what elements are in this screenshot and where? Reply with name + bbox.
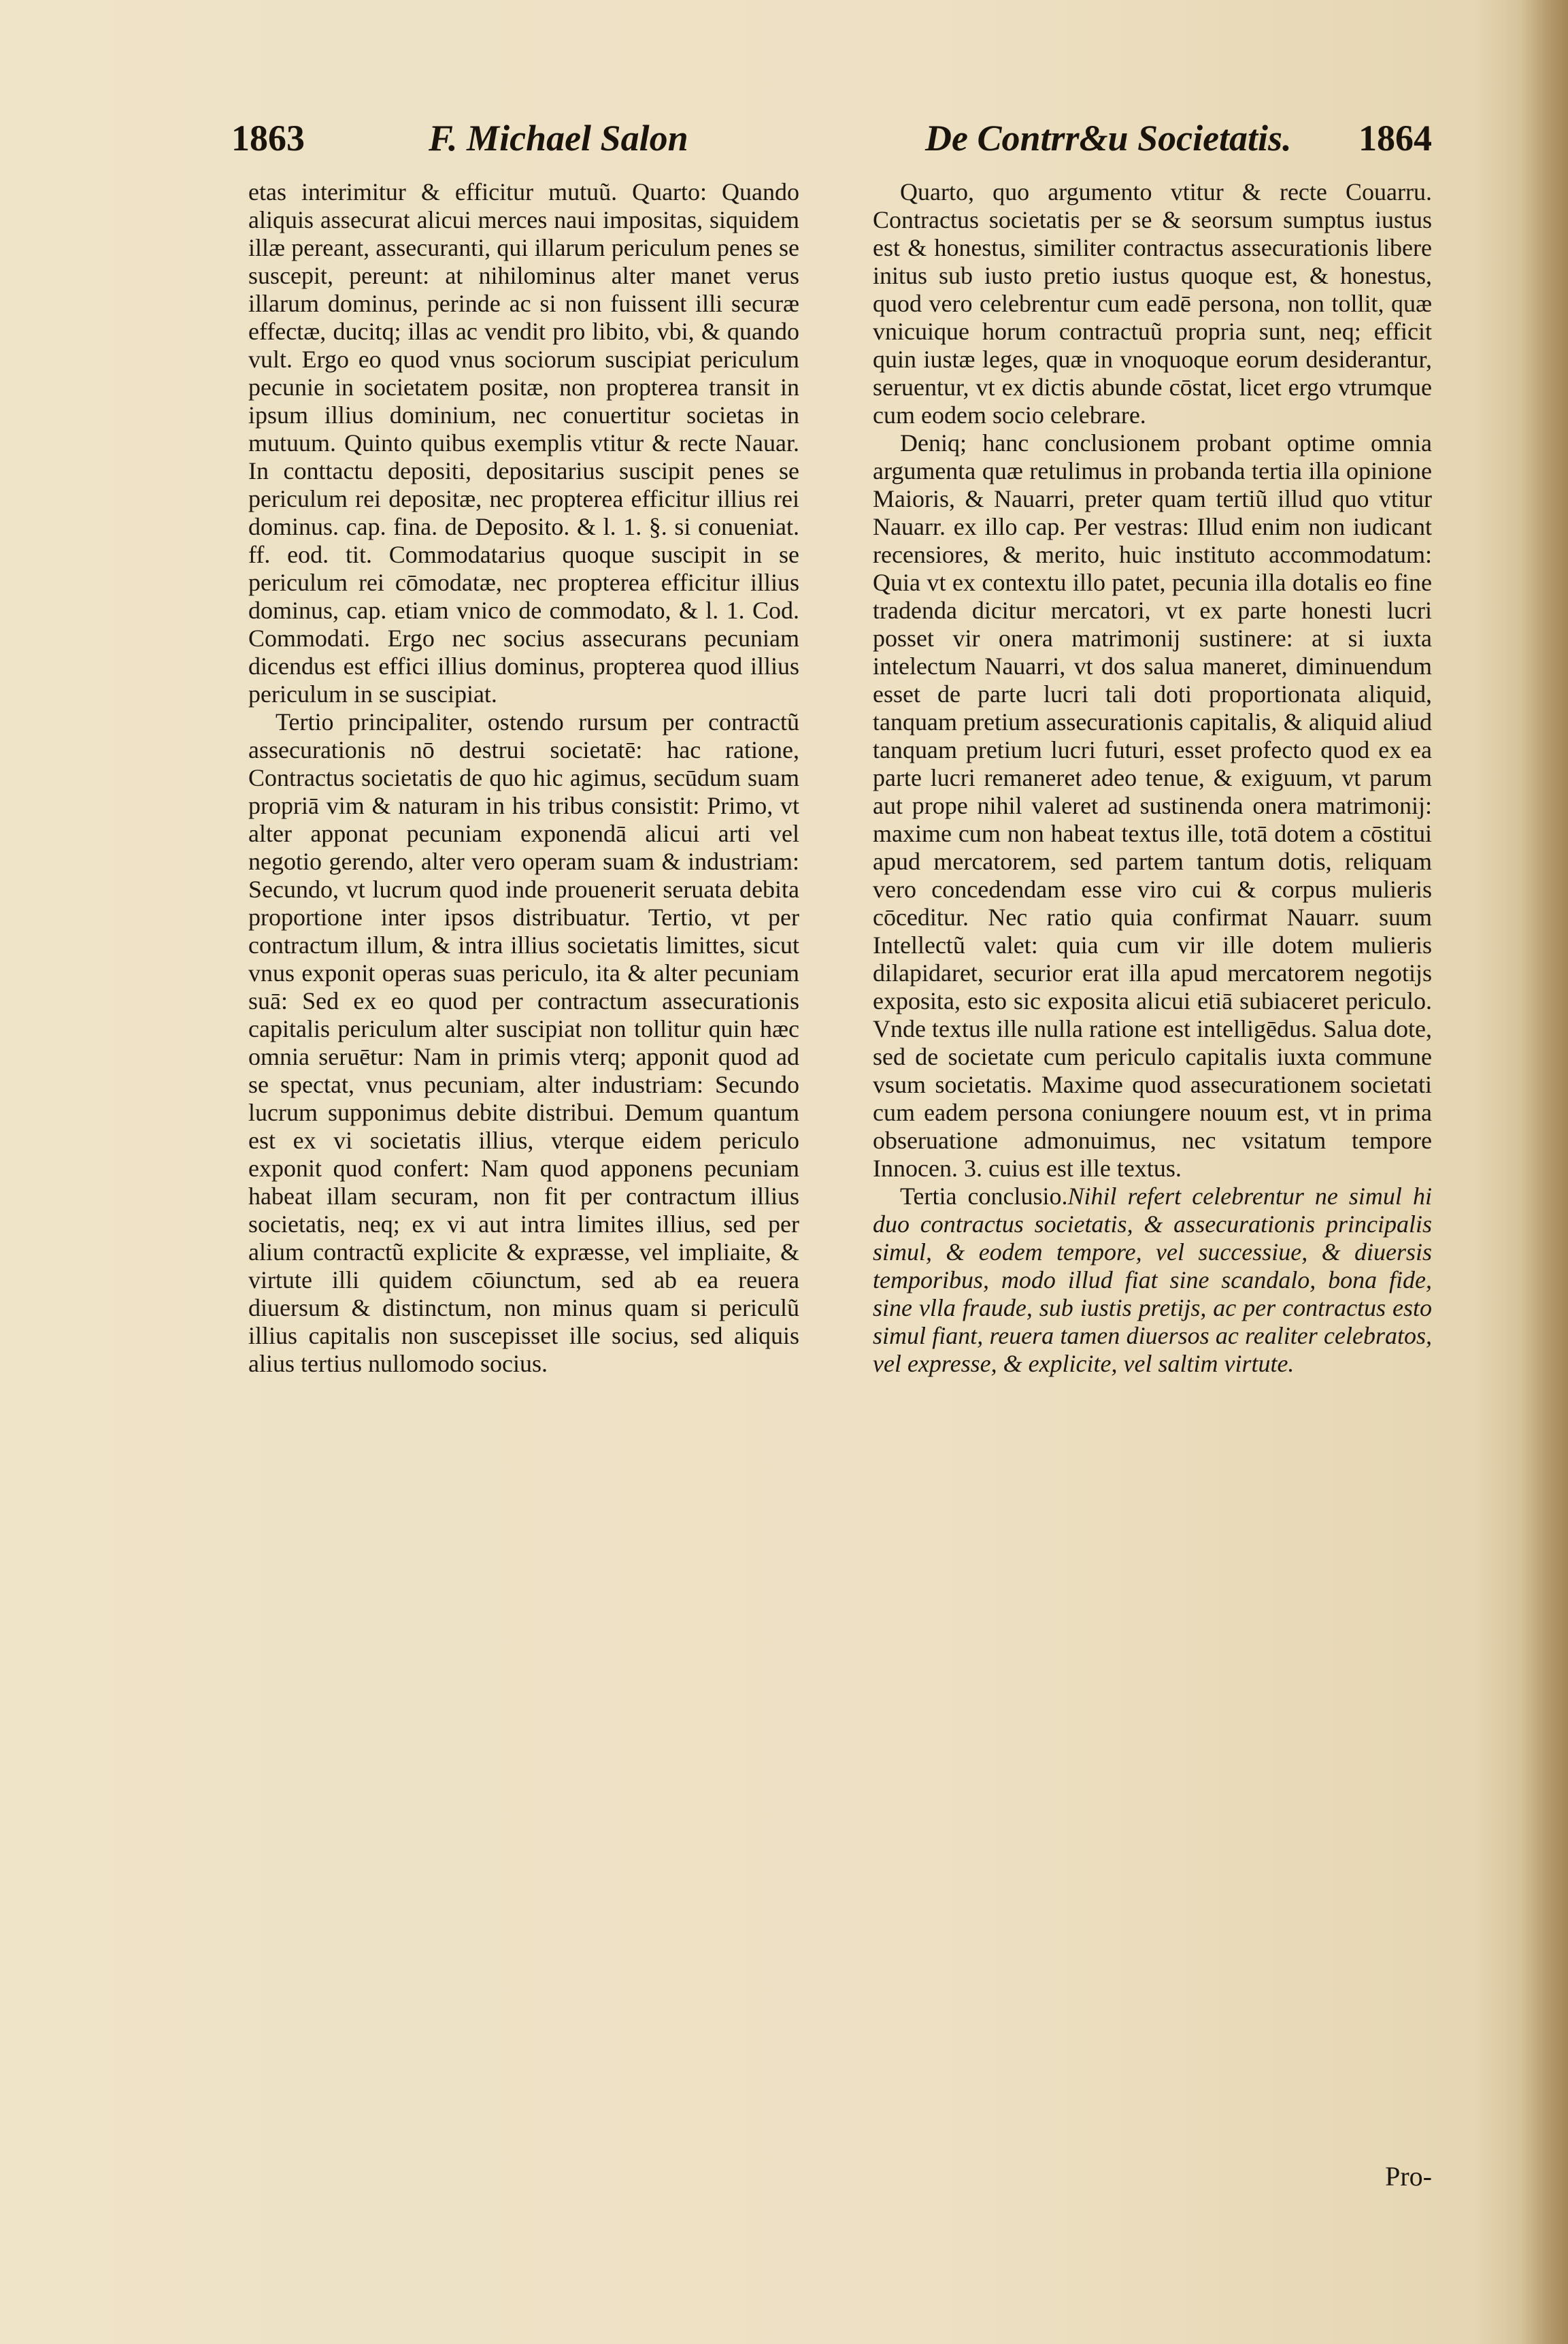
page-header [231, 114, 1432, 162]
right-text-column [873, 178, 1432, 1378]
left-paragraph-1: etas interimitur & efficitur mutuũ. Quarto: Quando aliquis assecurat alicui merces naui impositas, siquidem illæ pereant, assecuranti, qui illarum periculum penes se suscepit, pereunt: at nihilominus alter manet verus illarum dominus, perinde ac si non fuissent illi securæ effectæ, ducitq; illas ac vendit pro libito, vbi, & quando vult. Ergo eo quod vnus sociorum suscipiat periculum pecunie in societatem positæ, non propterea transit in ipsum illius dominium, nec conuertitur societas in mutuum. Quinto quibus exemplis vtitur & recte Nauar. In conttactu depositi, depositarius suscipit penes se periculum rei depositæ, nec propterea efficitur illius rei dominus. cap. fina. de Deposito. & l. 1. §. si conueniat. ff. eod. tit. Commodatarius quoque suscipit in se periculum rei cōmodatæ, nec propterea efficitur illius dominus, cap. etiam vnico de commodato, & l. 1. Cod. Commodati. Ergo nec socius assecurans pecuniam dicendus est effici illius dominus, propterea quod illius periculum in se suscipiat. [248, 178, 799, 708]
page-number-right: 1864 [1358, 118, 1432, 159]
conclusion-label: Tertia conclusio. [900, 1183, 1068, 1210]
page-number-left: 1863 [231, 118, 305, 159]
right-paragraph-3 [873, 1183, 1432, 1378]
running-head-left: F. Michael Salon [429, 118, 688, 159]
conclusion-text: Nihil refert celebrentur ne simul hi duo contractus societatis, & assecurationis principalis simul, & eodem tempore, vel successiue, & diuersis temporibus, modo illud fiat sine scandalo, bona fide, sine vlla fraude, sub iustis pretijs, ac per contractus esto simul fiant, reuera tamen diuersos ac realiter celebratos, vel expresse, & explicite, vel saltim virtute. [873, 1183, 1432, 1377]
catchword: Pro- [1385, 2161, 1432, 2192]
left-paragraph-2: Tertio principaliter, ostendo rursum per contractũ assecurationis nō destrui societatē: hac ratione, Contractus societatis de quo hic agimus, secūdum suam propriā vim & naturam in his tribus consistit: Primo, vt alter apponat pecuniam exponendā alicui arti vel negotio gerendo, alter vero operam suam & industriam: Secundo, vt lucrum quod inde prouenerit seruata debita proportione inter ipsos distribuatur. Tertio, vt per contractum illum, & intra illius societatis limittes, sicut vnus exponit operas suas periculo, ita & alter pecuniam suā: Sed ex eo quod per contractum assecurationis capitalis periculum alter suscipiat non tollitur quin hæc omnia seruētur: Nam in primis vterq; apponit quod ad se spectat, vnus pecuniam, alter industriam: Secundo lucrum supponimus debite distribui. Demum quantum est ex vi societatis illius, vterque eidem periculo exponit quod confert: Nam quod apponens pecuniam habeat illam securam, non fit per contractum illius societatis, neq; ex vi aut intra limites illius, sed per alium contractũ explicite & expræsse, vel impliaite, & virtute illi quidem cōiunctum, sed ab ea reuera diuersum & distinctum, non minus quam si periculũ illius capitalis non suscepisset ille socius, sed aliquis alius tertius nullomodo socius. [248, 708, 799, 1377]
right-paragraph-2: Deniq; hanc conclusionem probant optime omnia argumenta quæ retulimus in probanda tertia illa opinione Maioris, & Nauarri, preter quam tertiũ illud quo vtitur Nauarr. ex illo cap. Per vestras: Illud enim non iudicant recensiores, & merito, huic instituto accommodatum: Quia vt ex contextu illo patet, pecunia illa dotalis eo fine tradenda dicitur mercatori, vt ex parte honesti lucri posset vir onera matrimonij sustinere: at si iuxta intelectum Nauarri, vt dos salua maneret, diminuendum esset de parte lucri tali doti proportionata aliquid, tanquam pretium assecurationis capitalis, & aliquid aliud tanquam pretium lucri futuri, esset profecto quod ex ea parte lucri remaneret adeo tenue, & exiguum, vt parum aut prope nihil valeret ad sustinenda onera matrimonij: maxime cum non habeat textus ille, totā dotem a cōstitui apud mercatorem, sed partem tantum dotis, reliquam vero concedendam esse viro cui & corpus mulieris cōceditur. Nec ratio quia confirmat Nauarr. suum Intellectũ valet: quia cum vir ille dotem mulieris dilapidaret, securior erat illa apud mercatorem negotijs exposita, esto sic exposita alicui etiā subiaceret periculo. Vnde textus ille nulla ratione est intelligēdus. Salua dote, sed de societate cum periculo capitalis iuxta commune vsum societatis. Maxime quod assecurationem societati cum eadem persona coniungere nouum est, vt in prima obseruatione admonuimus, nec vsitatum tempore Innocen. 3. cuius est ille textus. [873, 429, 1432, 1182]
right-paragraph-1: Quarto, quo argumento vtitur & recte Couarru. Contractus societatis per se & seorsum sumptus iustus est & honestus, similiter contractus assecurationis libere initus sub iusto pretio iustus quoque est, & honestus, quod vero celebrentur cum eadē persona, non tollit, quæ vnicuique horum contractuũ propria sunt, neq; efficit quin iustæ leges, quæ in vnoquoque eorum desiderantur, seruentur, vt ex dictis abunde cōstat, licet ergo vtrumque cum eodem socio celebrare. [873, 178, 1432, 429]
running-head-right: De Contrr&u Societatis. [925, 118, 1292, 159]
left-text-column [248, 178, 799, 1378]
